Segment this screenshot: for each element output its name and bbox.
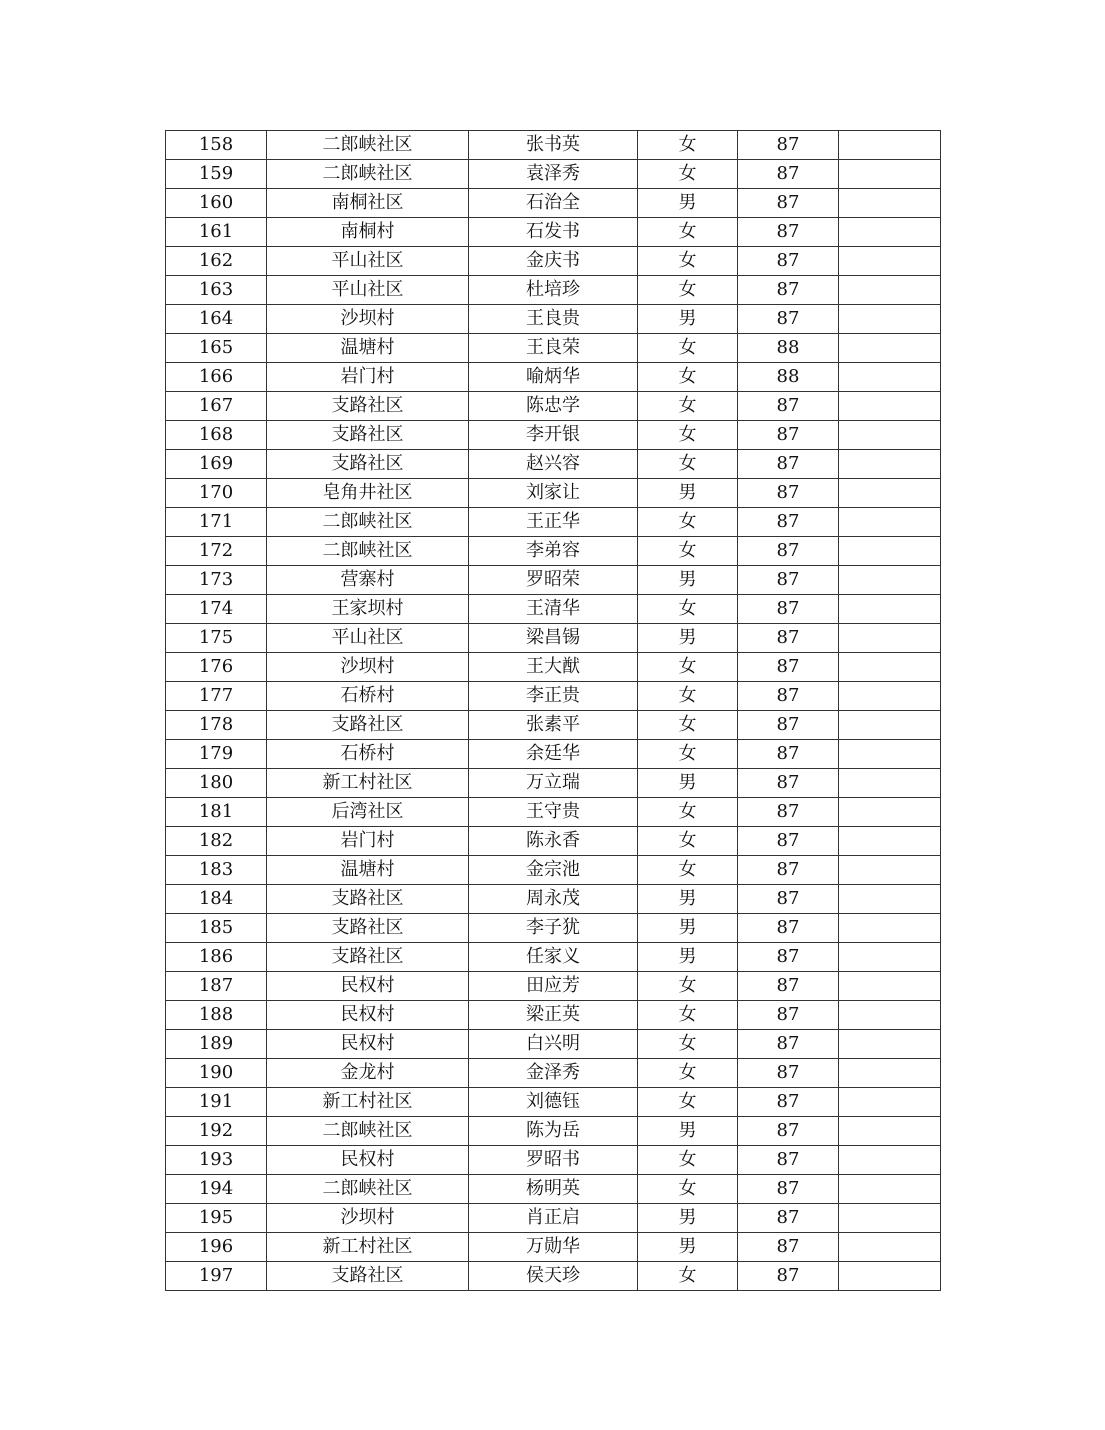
name-cell: 罗昭荣	[469, 566, 638, 595]
age-cell: 87	[738, 218, 839, 247]
table-row	[166, 566, 941, 595]
table-row	[166, 131, 941, 160]
row-number-cell: 167	[166, 392, 267, 421]
row-number-cell: 197	[166, 1262, 267, 1291]
name-cell: 罗昭书	[469, 1146, 638, 1175]
sex-cell: 女	[638, 131, 738, 160]
table-row	[166, 1204, 941, 1233]
note-cell	[839, 943, 941, 972]
sex-cell: 女	[638, 653, 738, 682]
community-cell: 民权村	[267, 1001, 469, 1030]
age-cell: 87	[738, 1059, 839, 1088]
sex-cell: 女	[638, 276, 738, 305]
sex-cell: 女	[638, 1175, 738, 1204]
table-row	[166, 624, 941, 653]
age-cell: 88	[738, 363, 839, 392]
table-row	[166, 653, 941, 682]
age-cell: 87	[738, 1175, 839, 1204]
row-number-cell: 193	[166, 1146, 267, 1175]
row-number-cell: 190	[166, 1059, 267, 1088]
row-number-cell: 194	[166, 1175, 267, 1204]
name-cell: 白兴明	[469, 1030, 638, 1059]
note-cell	[839, 1146, 941, 1175]
community-cell: 平山社区	[267, 276, 469, 305]
table-row	[166, 1233, 941, 1262]
row-number-cell: 163	[166, 276, 267, 305]
community-cell: 新工村社区	[267, 1233, 469, 1262]
note-cell	[839, 479, 941, 508]
sex-cell: 女	[638, 363, 738, 392]
sex-cell: 女	[638, 1059, 738, 1088]
table-row	[166, 1030, 941, 1059]
row-number-cell: 177	[166, 682, 267, 711]
name-cell: 李正贵	[469, 682, 638, 711]
community-cell: 沙坝村	[267, 1204, 469, 1233]
name-cell: 田应芳	[469, 972, 638, 1001]
community-cell: 新工村社区	[267, 769, 469, 798]
sex-cell: 女	[638, 1030, 738, 1059]
row-number-cell: 196	[166, 1233, 267, 1262]
note-cell	[839, 856, 941, 885]
row-number-cell: 180	[166, 769, 267, 798]
age-cell: 87	[738, 189, 839, 218]
note-cell	[839, 508, 941, 537]
age-cell: 87	[738, 885, 839, 914]
table-row	[166, 450, 941, 479]
name-cell: 万勋华	[469, 1233, 638, 1262]
row-number-cell: 187	[166, 972, 267, 1001]
table-row	[166, 334, 941, 363]
row-number-cell: 181	[166, 798, 267, 827]
sex-cell: 女	[638, 595, 738, 624]
table-row	[166, 479, 941, 508]
age-cell: 87	[738, 682, 839, 711]
name-cell: 杨明英	[469, 1175, 638, 1204]
note-cell	[839, 769, 941, 798]
row-number-cell: 166	[166, 363, 267, 392]
note-cell	[839, 392, 941, 421]
note-cell	[839, 334, 941, 363]
note-cell	[839, 885, 941, 914]
age-cell: 87	[738, 1204, 839, 1233]
age-cell: 87	[738, 1117, 839, 1146]
age-cell: 87	[738, 131, 839, 160]
age-cell: 87	[738, 566, 839, 595]
name-cell: 王大猷	[469, 653, 638, 682]
note-cell	[839, 450, 941, 479]
table-row	[166, 392, 941, 421]
note-cell	[839, 305, 941, 334]
note-cell	[839, 566, 941, 595]
sex-cell: 女	[638, 334, 738, 363]
row-number-cell: 158	[166, 131, 267, 160]
community-cell: 民权村	[267, 972, 469, 1001]
sex-cell: 女	[638, 247, 738, 276]
community-cell: 皂角井社区	[267, 479, 469, 508]
sex-cell: 女	[638, 827, 738, 856]
name-cell: 梁昌锡	[469, 624, 638, 653]
row-number-cell: 170	[166, 479, 267, 508]
community-cell: 民权村	[267, 1030, 469, 1059]
community-cell: 支路社区	[267, 885, 469, 914]
community-cell: 支路社区	[267, 450, 469, 479]
community-cell: 新工村社区	[267, 1088, 469, 1117]
name-cell: 王良荣	[469, 334, 638, 363]
community-cell: 南桐社区	[267, 189, 469, 218]
community-cell: 温塘村	[267, 334, 469, 363]
note-cell	[839, 1059, 941, 1088]
name-cell: 杜培珍	[469, 276, 638, 305]
community-cell: 支路社区	[267, 914, 469, 943]
table-row	[166, 1059, 941, 1088]
note-cell	[839, 1001, 941, 1030]
age-cell: 87	[738, 711, 839, 740]
name-cell: 陈为岳	[469, 1117, 638, 1146]
table-row	[166, 885, 941, 914]
note-cell	[839, 595, 941, 624]
row-number-cell: 183	[166, 856, 267, 885]
sex-cell: 女	[638, 160, 738, 189]
table-row	[166, 363, 941, 392]
age-cell: 87	[738, 798, 839, 827]
sex-cell: 男	[638, 566, 738, 595]
note-cell	[839, 218, 941, 247]
row-number-cell: 195	[166, 1204, 267, 1233]
sex-cell: 女	[638, 450, 738, 479]
row-number-cell: 165	[166, 334, 267, 363]
table-row	[166, 160, 941, 189]
table-row	[166, 1262, 941, 1291]
age-cell: 87	[738, 914, 839, 943]
age-cell: 87	[738, 943, 839, 972]
table-row	[166, 943, 941, 972]
sex-cell: 女	[638, 972, 738, 1001]
age-cell: 87	[738, 392, 839, 421]
row-number-cell: 159	[166, 160, 267, 189]
note-cell	[839, 1175, 941, 1204]
name-cell: 袁泽秀	[469, 160, 638, 189]
age-cell: 87	[738, 740, 839, 769]
note-cell	[839, 1030, 941, 1059]
name-cell: 周永茂	[469, 885, 638, 914]
community-cell: 岩门村	[267, 827, 469, 856]
name-cell: 陈忠学	[469, 392, 638, 421]
community-cell: 民权村	[267, 1146, 469, 1175]
note-cell	[839, 363, 941, 392]
table-row	[166, 247, 941, 276]
row-number-cell: 164	[166, 305, 267, 334]
age-cell: 87	[738, 247, 839, 276]
sex-cell: 男	[638, 1117, 738, 1146]
name-cell: 金宗池	[469, 856, 638, 885]
table-row	[166, 421, 941, 450]
sex-cell: 男	[638, 885, 738, 914]
age-cell: 87	[738, 450, 839, 479]
table-row	[166, 711, 941, 740]
sex-cell: 女	[638, 711, 738, 740]
community-cell: 支路社区	[267, 943, 469, 972]
row-number-cell: 176	[166, 653, 267, 682]
age-cell: 88	[738, 334, 839, 363]
note-cell	[839, 1233, 941, 1262]
note-cell	[839, 537, 941, 566]
community-cell: 王家坝村	[267, 595, 469, 624]
row-number-cell: 178	[166, 711, 267, 740]
name-cell: 陈永香	[469, 827, 638, 856]
sex-cell: 女	[638, 392, 738, 421]
name-cell: 张书英	[469, 131, 638, 160]
table-row	[166, 537, 941, 566]
community-cell: 二郎峡社区	[267, 508, 469, 537]
table-row	[166, 769, 941, 798]
table-row	[166, 508, 941, 537]
community-cell: 二郎峡社区	[267, 537, 469, 566]
age-cell: 87	[738, 1262, 839, 1291]
table-row	[166, 827, 941, 856]
row-number-cell: 172	[166, 537, 267, 566]
row-number-cell: 184	[166, 885, 267, 914]
age-cell: 87	[738, 1001, 839, 1030]
community-cell: 二郎峡社区	[267, 1117, 469, 1146]
row-number-cell: 168	[166, 421, 267, 450]
name-cell: 侯天珍	[469, 1262, 638, 1291]
table-row	[166, 1088, 941, 1117]
table-row	[166, 189, 941, 218]
table-row	[166, 1117, 941, 1146]
age-cell: 87	[738, 624, 839, 653]
note-cell	[839, 421, 941, 450]
community-cell: 支路社区	[267, 392, 469, 421]
sex-cell: 女	[638, 1146, 738, 1175]
community-cell: 支路社区	[267, 421, 469, 450]
age-cell: 87	[738, 421, 839, 450]
note-cell	[839, 131, 941, 160]
row-number-cell: 169	[166, 450, 267, 479]
table-row	[166, 1175, 941, 1204]
note-cell	[839, 827, 941, 856]
name-cell: 王清华	[469, 595, 638, 624]
community-cell: 沙坝村	[267, 305, 469, 334]
note-cell	[839, 1088, 941, 1117]
age-cell: 87	[738, 1233, 839, 1262]
name-cell: 梁正英	[469, 1001, 638, 1030]
age-cell: 87	[738, 479, 839, 508]
sex-cell: 男	[638, 1233, 738, 1262]
table-row	[166, 595, 941, 624]
name-cell: 余廷华	[469, 740, 638, 769]
name-cell: 王良贵	[469, 305, 638, 334]
table-row	[166, 1001, 941, 1030]
name-cell: 万立瑞	[469, 769, 638, 798]
name-cell: 刘家让	[469, 479, 638, 508]
note-cell	[839, 914, 941, 943]
community-cell: 温塘村	[267, 856, 469, 885]
sex-cell: 男	[638, 624, 738, 653]
age-cell: 87	[738, 537, 839, 566]
community-cell: 二郎峡社区	[267, 131, 469, 160]
age-cell: 87	[738, 1088, 839, 1117]
table-row	[166, 798, 941, 827]
note-cell	[839, 160, 941, 189]
age-cell: 87	[738, 1146, 839, 1175]
age-cell: 87	[738, 856, 839, 885]
name-cell: 喻炳华	[469, 363, 638, 392]
age-cell: 87	[738, 276, 839, 305]
sex-cell: 男	[638, 1204, 738, 1233]
row-number-cell: 161	[166, 218, 267, 247]
name-cell: 金泽秀	[469, 1059, 638, 1088]
name-cell: 李子犹	[469, 914, 638, 943]
community-cell: 平山社区	[267, 247, 469, 276]
roster-table-body	[166, 131, 941, 1291]
community-cell: 沙坝村	[267, 653, 469, 682]
sex-cell: 男	[638, 769, 738, 798]
age-cell: 87	[738, 508, 839, 537]
table-row	[166, 972, 941, 1001]
row-number-cell: 171	[166, 508, 267, 537]
community-cell: 南桐村	[267, 218, 469, 247]
name-cell: 王守贵	[469, 798, 638, 827]
row-number-cell: 189	[166, 1030, 267, 1059]
community-cell: 二郎峡社区	[267, 160, 469, 189]
note-cell	[839, 276, 941, 305]
roster-table	[165, 130, 941, 1291]
name-cell: 李弟容	[469, 537, 638, 566]
note-cell	[839, 1262, 941, 1291]
sex-cell: 女	[638, 682, 738, 711]
age-cell: 87	[738, 595, 839, 624]
row-number-cell: 191	[166, 1088, 267, 1117]
note-cell	[839, 798, 941, 827]
sex-cell: 女	[638, 537, 738, 566]
community-cell: 后湾社区	[267, 798, 469, 827]
note-cell	[839, 1204, 941, 1233]
row-number-cell: 173	[166, 566, 267, 595]
sex-cell: 男	[638, 914, 738, 943]
row-number-cell: 179	[166, 740, 267, 769]
sex-cell: 男	[638, 305, 738, 334]
table-row	[166, 856, 941, 885]
community-cell: 二郎峡社区	[267, 1175, 469, 1204]
community-cell: 石桥村	[267, 682, 469, 711]
sex-cell: 女	[638, 218, 738, 247]
sex-cell: 女	[638, 856, 738, 885]
sex-cell: 男	[638, 189, 738, 218]
age-cell: 87	[738, 769, 839, 798]
community-cell: 营寨村	[267, 566, 469, 595]
age-cell: 87	[738, 653, 839, 682]
name-cell: 任家义	[469, 943, 638, 972]
age-cell: 87	[738, 1030, 839, 1059]
table-row	[166, 305, 941, 334]
sex-cell: 女	[638, 740, 738, 769]
name-cell: 金庆书	[469, 247, 638, 276]
row-number-cell: 182	[166, 827, 267, 856]
age-cell: 87	[738, 160, 839, 189]
name-cell: 肖正启	[469, 1204, 638, 1233]
row-number-cell: 186	[166, 943, 267, 972]
row-number-cell: 174	[166, 595, 267, 624]
note-cell	[839, 653, 941, 682]
community-cell: 石桥村	[267, 740, 469, 769]
table-row	[166, 914, 941, 943]
name-cell: 张素平	[469, 711, 638, 740]
note-cell	[839, 189, 941, 218]
sex-cell: 女	[638, 798, 738, 827]
row-number-cell: 185	[166, 914, 267, 943]
name-cell: 石治全	[469, 189, 638, 218]
name-cell: 赵兴容	[469, 450, 638, 479]
name-cell: 李开银	[469, 421, 638, 450]
note-cell	[839, 740, 941, 769]
sex-cell: 男	[638, 479, 738, 508]
sex-cell: 女	[638, 508, 738, 537]
sex-cell: 女	[638, 1001, 738, 1030]
note-cell	[839, 682, 941, 711]
sex-cell: 女	[638, 421, 738, 450]
sex-cell: 男	[638, 943, 738, 972]
age-cell: 87	[738, 305, 839, 334]
table-row	[166, 276, 941, 305]
community-cell: 支路社区	[267, 1262, 469, 1291]
note-cell	[839, 247, 941, 276]
table-row	[166, 218, 941, 247]
table-row	[166, 682, 941, 711]
table-row	[166, 1146, 941, 1175]
note-cell	[839, 1117, 941, 1146]
sex-cell: 女	[638, 1262, 738, 1291]
name-cell: 刘德钰	[469, 1088, 638, 1117]
community-cell: 平山社区	[267, 624, 469, 653]
table-row	[166, 740, 941, 769]
note-cell	[839, 711, 941, 740]
note-cell	[839, 624, 941, 653]
community-cell: 金龙村	[267, 1059, 469, 1088]
age-cell: 87	[738, 972, 839, 1001]
row-number-cell: 192	[166, 1117, 267, 1146]
name-cell: 王正华	[469, 508, 638, 537]
row-number-cell: 175	[166, 624, 267, 653]
sex-cell: 女	[638, 1088, 738, 1117]
community-cell: 支路社区	[267, 711, 469, 740]
note-cell	[839, 972, 941, 1001]
row-number-cell: 160	[166, 189, 267, 218]
age-cell: 87	[738, 827, 839, 856]
community-cell: 岩门村	[267, 363, 469, 392]
row-number-cell: 162	[166, 247, 267, 276]
row-number-cell: 188	[166, 1001, 267, 1030]
name-cell: 石发书	[469, 218, 638, 247]
